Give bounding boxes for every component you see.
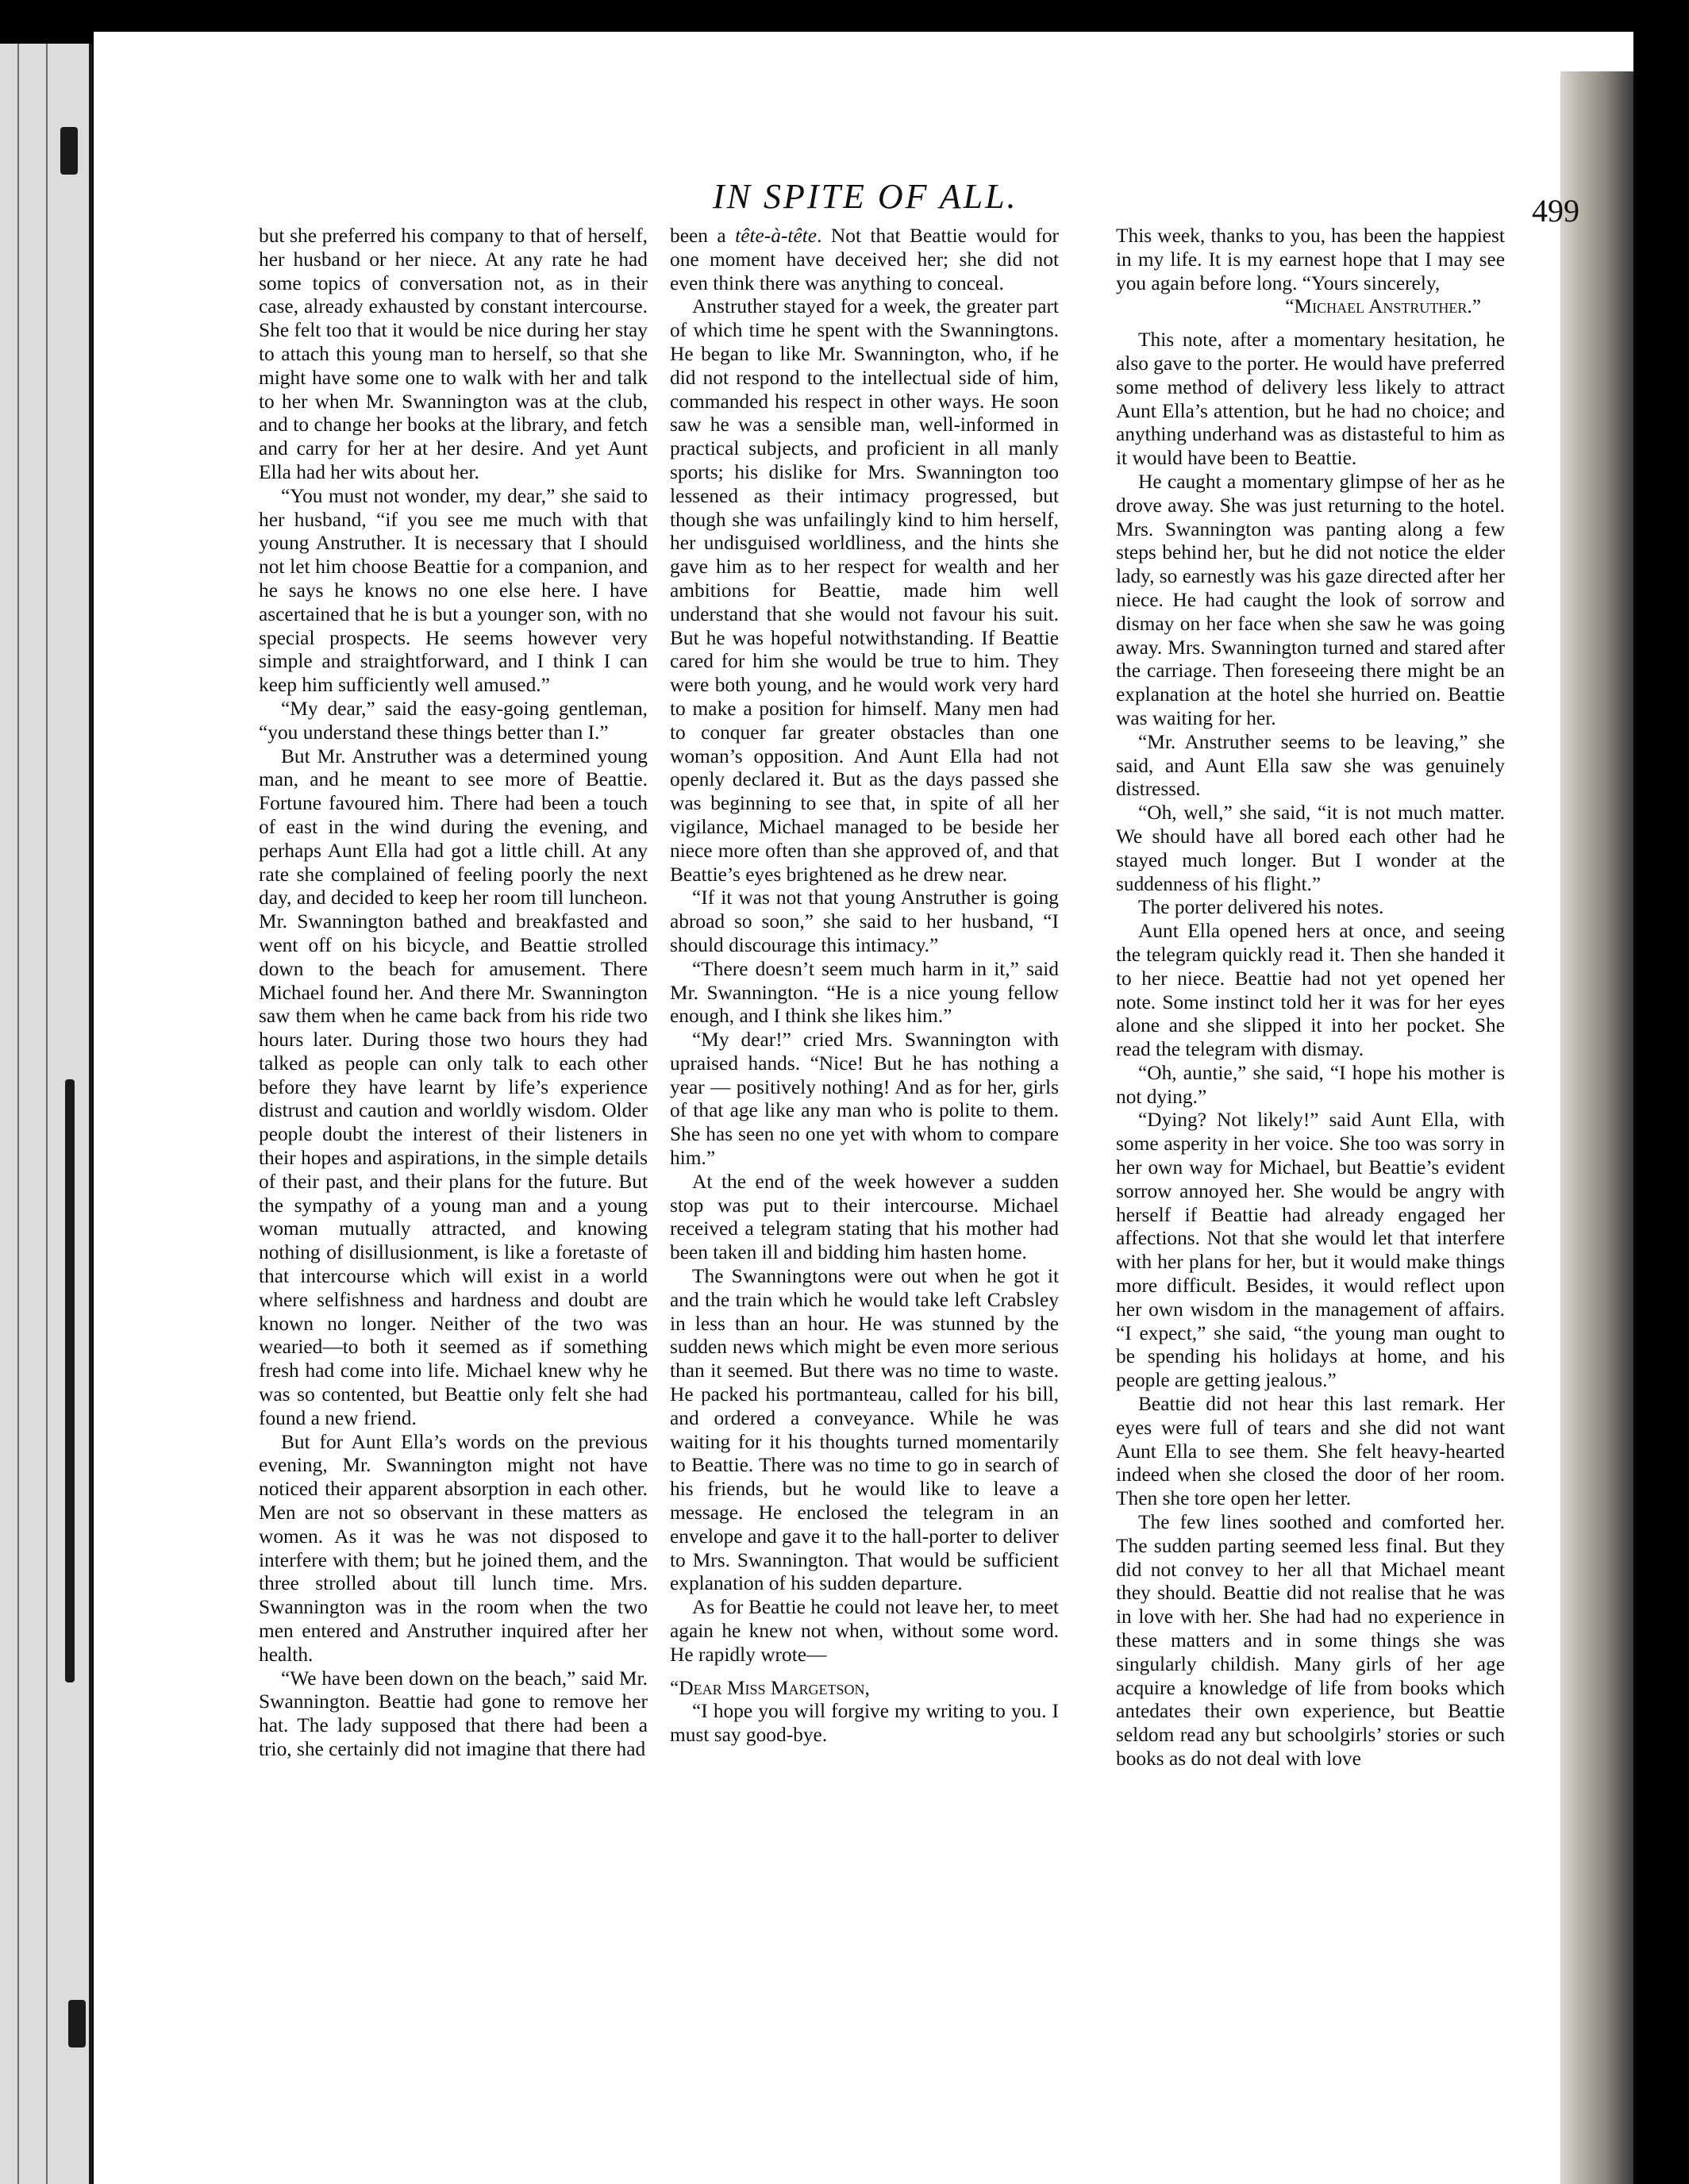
paragraph: But Mr. Anstruther was a determined young man, and he meant to see more of Beattie. Fortune favoured him. There had been a touch of east in the wind during the evening, and perhaps Aunt Ella had got a little chill. At any rate she complained of feeling poorly the next day, and decided to keep her room till luncheon. Mr. Swannington bathed and breakfasted and went off on his bicycle, and Beattie strolled down to the beach for amusement. There Michael found her. And there Mr. Swannington saw them when he came back from his ride two hours later. During those two hours they had talked as people can only talk to each other before they have learnt by life’s experience distrust and caution and worldly wisdom. Older people doubt the interest of their listeners in their hopes and aspirations, in the simple details of their past, and their plans for the future. But the sympathy of a young man and a young woman mutually attracted, and knowing nothing of disillusionment, is like a foretaste of that intercourse which will exist in a world where selfishness and hardness and doubt are known no longer. Neither of the two was wearied—to both it seemed as if something fresh had come into life. Michael knew why he was so contented, but Beattie only felt she had found a new friend. [259, 744, 648, 1429]
letter-text: “I hope you will forgive my writing to you. I must say good-bye. [670, 1700, 1059, 1747]
paragraph: At the end of the week however a sudden stop was put to their intercourse. Michael received a telegram stating that his mother had been taken ill and bidding him hasten home. [670, 1170, 1059, 1264]
text-column-3 [1116, 225, 1505, 1771]
page-gutter-shadow [1560, 71, 1633, 2184]
italic-phrase: tête-à-tête [735, 225, 818, 247]
paragraph: “You must not wonder, my dear,” she said to her husband, “if you see me much with that young Anstruther. It is necessary that I should not let him choose Beattie for a companion, and he says he knows no one else here. I have ascertained that he is but a younger son, with no special prospects. He seems however very simple and straightforward, and I think I can keep him sufficiently well amused.” [259, 484, 648, 697]
paragraph: “My dear,” said the easy-going gentleman, “you understand these things better than I.” [259, 697, 648, 744]
text-run: been a [670, 225, 736, 247]
paragraph: But for Aunt Ella’s words on the previous evening, Mr. Swannington might not have noticed their apparent absorption in each other. Men are not so observant in these matters as women. As it was he was not disposed to interfere with them; but he joined them, and the three strolled about till lunch time. Mrs. Swannington was in the room when the two men entered and Anstruther inquired after her health. [259, 1430, 648, 1666]
paragraph: This note, after a momentary hesitation, he also gave to the porter. He would have preferred some method of delivery less likely to attract Aunt Ella’s attention, but he had no choice; and anything underhand was as distasteful to him as it would have been to Beattie. [1116, 329, 1505, 470]
previous-page-edge [0, 44, 92, 2184]
book-page [94, 32, 1633, 2184]
binding-thread-bottom [68, 2000, 86, 2048]
letter-text: This week, thanks to you, has been the happiest in my life. It is my earnest hope that I may see you again before long. “Yours sincerely, [1116, 225, 1505, 294]
paragraph: As for Beattie he could not leave her, to meet again he knew not when, without some word. He rapidly wrote— [670, 1596, 1059, 1666]
text-column-1 [259, 225, 648, 1762]
paragraph: He caught a momentary glimpse of her as he drove away. She was just returning to the hotel. Mrs. Swannington was panting along a few steps behind her, but he did not notice the elder lady, so earnestly was his gaze directed after her niece. He had caught the look of sorrow and dismay on her face when she saw he was going away. Mrs. Swannington turned and stared after the carriage. Then foreseeing there might be an explanation at the hotel she hurried on. Beattie was waiting for her. [1116, 470, 1505, 729]
paragraph: “We have been down on the beach,” said Mr. Swannington. Beattie had gone to remove her hat. The lady supposed that there had been a trio, she certainly did not imagine that there had [259, 1667, 648, 1760]
text-run: . Not that Beattie would for one moment have deceived her; she did not even think there was anything to conceal. [670, 225, 1059, 294]
paragraph: The Swanningtons were out when he got it and the train which he would take left Crabsley in less than an hour. He was stunned by the sudden news which might be even more serious than it seemed. But there was no time to waste. He packed his portmanteau, called for his bill, and ordered a conveyance. While he was waiting for it his thoughts turned momentarily to Beattie. There was no time to go in search of his friends, but he would like to leave a message. He enclosed the telegram in an envelope and gave it to the hall-porter to deliver to Mrs. Swannington. That would be sufficient explanation of his sudden departure. [670, 1265, 1059, 1595]
paragraph: “There doesn’t seem much harm in it,” said Mr. Swannington. “He is a nice young fellow enough, and I think she likes him.” [670, 957, 1059, 1028]
binding-thread-top [60, 127, 78, 175]
paragraph: “If it was not that young Anstruther is going abroad so soon,” she said to her husband, “I should discourage this intimacy.” [670, 886, 1059, 956]
paragraph: The few lines soothed and comforted her. The sudden parting seemed less final. But they did not convey to her all that Michael meant they should. Beattie did not realise that he was in love with her. She had had no experience in these matters and in some things she was singularly childish. Many girls of her age acquire a knowledge of life from books which antedates their own experience, but Beattie seldom read any but schoolgirls’ stories or such books as do not deal with love [1116, 1511, 1505, 1770]
letter-salutation: “Dear Miss Margetson, [670, 1676, 870, 1699]
letter-signature: “Michael Anstruther.” [1285, 295, 1481, 318]
paragraph: “Oh, auntie,” she said, “I hope his mother is not dying.” [1116, 1061, 1505, 1108]
paragraph: Beattie did not hear this last remark. Her eyes were full of tears and she did not want Aunt Ella to see them. She felt heavy-hearted indeed when she closed the door of her room. Then she tore open her letter. [1116, 1393, 1505, 1510]
paragraph: but she preferred his company to that of herself, her husband or her niece. At any rate he had some topics of conversation not, as in their case, already exhausted by constant intercourse. She felt too that it would be nice during her stay to attach this young man to herself, so that she might have some one to walk with her and talk to her when Mr. Swannington was at the club, and to change her books at the library, and fetch and carry for her at her desire. And yet Aunt Ella had her wits about her. [259, 225, 648, 483]
running-head: IN SPITE OF ALL. [713, 177, 1018, 216]
paragraph: “Dying? Not likely!” said Aunt Ella, with some asperity in her voice. She too was sorry in her own way for Michael, but Beattie’s evident sorrow annoyed her. She would be angry with herself if Beattie had already engaged her affections. Not that she would let that interfere with her plans for her, but it would make things more difficult. Besides, it would reflect upon her own wisdom in the management of affairs. “I expect,” she said, “the young man ought to be spending his holidays at home, and his people are getting jealous.” [1116, 1109, 1505, 1392]
binding-thread-middle [65, 1079, 75, 1682]
paragraph: “Mr. Anstruther seems to be leaving,” she said, and Aunt Ella saw she was genuinely distressed. [1116, 730, 1505, 801]
page-number: 499 [1532, 193, 1579, 229]
paragraph: “Oh, well,” she said, “it is not much matter. We should have all bored each other had he stayed much longer. But I wonder at the suddenness of his flight.” [1116, 802, 1505, 895]
paragraph: Anstruther stayed for a week, the greater part of which time he spent with the Swanningtons. He began to like Mr. Swannington, who, if he did not respond to the intellectual side of him, commanded his respect in other ways. He soon saw he was a sensible man, well-informed in practical subjects, and proficient in all manly sports; his dislike for Mrs. Swannington too lessened as their intimacy progressed, but though she was unfailingly kind to him herself, her undisguised worldliness, and the hints she gave him as to her respect for wealth and her ambitions for Beattie, made him well understand that she would not favour his suit. But he was hopeful notwithstanding. If Beattie cared for him she would be true to him. They were both young, and he would work very hard to make a position for himself. Many men had to conquer far greater obstacles than one woman’s opposition. And Aunt Ella had not openly declared it. But as the days passed she was beginning to see that, in spite of all her vigilance, Michael managed to be beside her niece more often than she approved of, and that Beattie’s eyes brightened as he drew near. [670, 295, 1059, 886]
text-column-2 [670, 225, 1059, 1748]
paragraph: Aunt Ella opened hers at once, and seeing the telegram quickly read it. Then she handed it to her niece. Beattie had not yet opened her note. Some instinct told her it was for her eyes alone and she slipped it into her pocket. She read the telegram with dismay. [1116, 920, 1505, 1061]
paragraph: The porter delivered his notes. [1138, 896, 1384, 919]
paragraph: “My dear!” cried Mrs. Swannington with upraised hands. “Nice! But he has nothing a year — positively nothing! And as for her, girls of that age like any man who is polite to them. She has seen no one yet with whom to compare him.” [670, 1029, 1059, 1170]
paragraph [670, 225, 1059, 295]
